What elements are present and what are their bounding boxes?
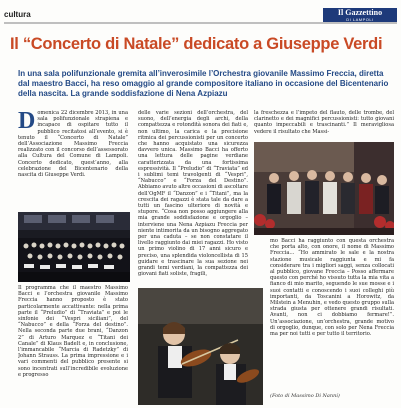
group-photo-image [254,142,394,235]
photo-caption: (Foto di Massimo Di Nanni) [270,393,340,399]
masthead-title: Il Gazzettino [337,8,383,17]
column-1-top-text: omenica 22 dicembre 2013, in una sala polifunzionale strapiena e incapace di ospitare tutto il pubblico recitatosi all’evento, si è tenuto il “Concerto di Natale” dell’Associazione Massimo Freccia realizzato con il concorso dell’assessorato alla Cultura del Comune di Lampoli. Concerto dedicato, quest’anno, alla celebrazione del Bicentenario della nascita di Giuseppe Verdi. [18,110,128,179]
article-column-1-bottom: Il programma che il maestro Massimo Bacci e l’orchestra giovanile Massimo Freccia hanno proposto è stato particolarmente accattivante: nella prima parte il “Preludio” di “Traviata” e poi le sinfonie dei “Vespri siciliani”, del “Nabucco” e della “Forza del destino”. Nella seconda parte due brani, “Danzon 2” di Arturo Marquez e “Titani dei Canale” di Klaus Badelt e, in conclusione, l’immancabile “Marcia di Radetzky” di Johann Strauss. La prima impressione e i vari commenti del pubblico presente si sono incentrati sull’incredibile evoluzione e progresso [18,285,128,378]
masthead-logo [323,8,397,22]
header-rule [4,22,397,24]
violinist-photo [138,288,263,405]
masthead-subtitle: DI LAMPOLI [346,17,374,22]
section-label: cultura [4,10,31,19]
article-headline: Il “Concerto di Natale” dedicato a Giuseppe Verdi [10,35,383,53]
article-subhead: In una sala polifunzionale gremita all’inverosimile l’Orchestra giovanile Massimo Freccia, diretta dal maestro Bacci, ha reso omaggio al grande compositore italiano in occasione del Bicentenario della nascita. La grande soddisfazione di Nena Azpiazu [18,69,389,98]
article-column-3-bottom: mo Bacci ha raggiunto con questa orchestra che porta alto, con onore, il nome di Massimo Freccia… “Ho ammirato le sale e la nostra stazione musicale raggiunta e mi fa considerare tra i migliori saggi, senza collocati al pubblico, giovane Freccia – Posso affermare questo con perché ho vissuto tutta la mia vita a fianco di mio marito, seguendo le sue mosse e i suoi contatti e conoscendo i suoi colleghi più importanti, da Toscanini a Horowitz, da Milstein a Menuhin, e vedo questo gruppo sulla strada giusta per ottenere grandi risultati. Avanti, non ci dobbiamo fermare!”. Un’associazione, un’orchestra, grande motivo di orgoglio, dunque, con solo per Nena Freccia ma per noi tutti e per tutto il territorio. [270,238,394,338]
orchestra-photo [18,212,130,282]
drop-cap: D [18,110,36,134]
orchestra-photo-image [18,212,130,282]
article-column-1-top [18,110,128,208]
violinist-photo-image [138,288,263,405]
article-column-3-top: la freschezza e l’impeto del flauto, delle trombe, del clarinetto e dei magnifici percussionisti: tutto giovani quanto impeccabili e trascinanti.” Il meravigliosa vedere il risultato che Massi- [254,110,394,135]
group-photo [254,142,394,235]
article-column-2: delle varie sezioni dell’orchestra, del suono, dell’energia degli archi, della compattezza e rotondità sonora dei fiati e, non ultimo, la carica e la precisione ritmica dei percussionisti per un concerto che hanno acquistato una sicurezza davvero unica. Massimo Bacci ha offerto una lettura delle pagine verdiane caratterizzata da una fortissima espressività. Il “Preludio” di “Traviata” ed i sublimi temi travolgenti di “Vespri”, “Nabucco” e “Forza del Destino”. Abbiamo avuto altre occasioni di ascoltare dell’OgMF il “Danzon” e i “Titani”, ma la crescita dei ragazzi è stata tale da dare a tutti un fascino ulteriore di novità e stupore. “Cosa non posso aggiungere alla mia grande soddisfazione e orgoglio – interviene una Nena Azpiazu Freccia per niente intimorita da un bisogno aggregato per una caduta – se non constatare il livello raggiunto dai miei ragazzi. Ho visto un primo violino di 17 anni sicuro e preciso, una splendida violoncellista di 15 guidare e trascinare la sua sezione nei grandi temi verdiani, la compattezza dei giovani fiati soliste, fragili, [138,110,248,278]
page-header [4,8,397,24]
